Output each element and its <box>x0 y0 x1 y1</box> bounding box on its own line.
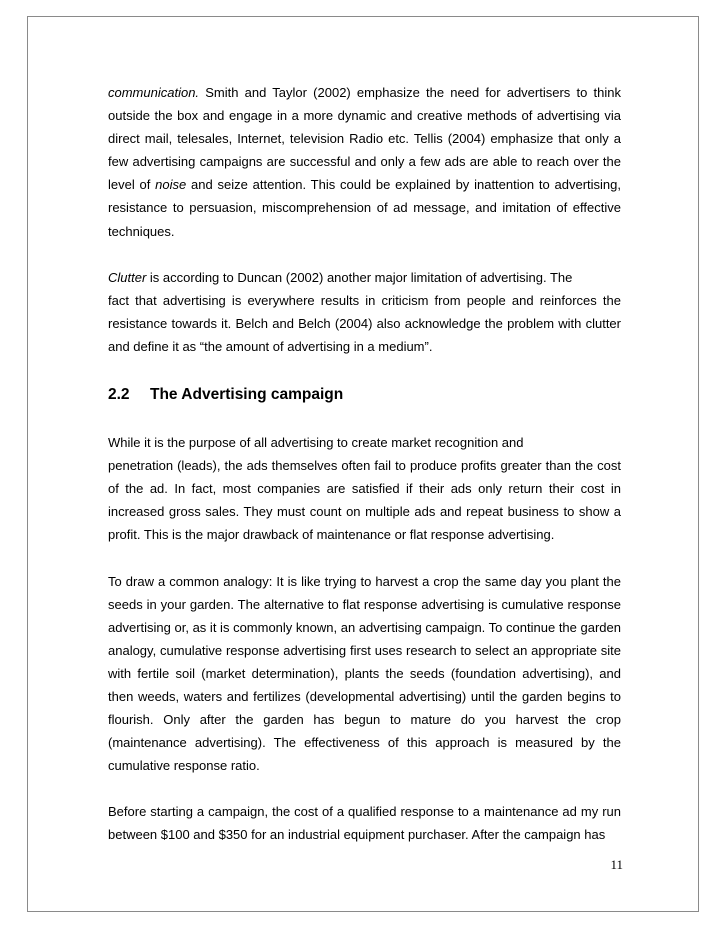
section-heading <box>108 383 621 406</box>
paragraph-first-line: While it is the purpose of all advertising to create market recognition and <box>108 435 524 451</box>
italic-term-clutter: Clutter <box>108 269 147 285</box>
paragraph-text-end: and seize attention. This could be explained by inattention to advertising, resistance to persuasion, miscomprehension of ad message, and imitation of effective techniques. <box>108 177 621 239</box>
section-title: The Advertising campaign <box>150 386 344 404</box>
paragraph-market-recognition <box>108 431 621 546</box>
italic-term-noise: noise <box>155 177 187 193</box>
paragraph-garden-analogy: To draw a common analogy: It is like trying to harvest a crop the same day you plant the seeds in your garden. The alternative to flat response advertising is cumulative response advertising or, as it is commonly known, an advertising campaign. To continue the garden analogy, cumulative response advertising first uses research to select an appropriate site with fertile soil (market determination), plants the seeds (foundation advertising), and then weeds, waters and fertilizes (developmental advertising) until the garden begins to flourish. Only after the garden has begun to mature do you harvest the crop (maintenance advertising). The effectiveness of this approach is measured by the cumulative response ratio. <box>108 573 621 774</box>
first-line-rest: is according to Duncan (2002) another major limitation of advertising. The <box>146 269 573 285</box>
page-content <box>108 81 621 847</box>
section-number: 2.2 <box>108 386 130 404</box>
paragraph-first-line <box>108 266 621 289</box>
paragraph-clutter <box>108 266 621 358</box>
paragraph-text: fact that advertising is everywhere results in criticism from people and reinforces the resistance towards it. Belch and Belch (2004) also acknowledge the problem with clutter and define it as “the amount of advertising in a medium”. <box>108 292 621 354</box>
paragraph-campaign-cost: Before starting a campaign, the cost of a qualified response to a maintenance ad my run between $100 and $350 for an industrial equipment purchaser. After the campaign has <box>108 804 621 843</box>
page-number: 11 <box>610 857 623 872</box>
italic-term-communication: communication. <box>108 85 200 100</box>
paragraph-text: Smith and Taylor (2002) emphasize the need for advertisers to think outside the box and engage in a more dynamic and creative methods of advertising via direct mail, telesales, Internet, television Radio etc. Tellis (2004) emphasize that only a few advertising campaigns are successful and only a few ads are able to reach over the level of <box>108 85 621 193</box>
paragraph-text: penetration (leads), the ads themselves often fail to produce profits greater than the cost of the ad. In fact, most companies are satisfied if their ads only return their cost in increased gross sales. They must count on multiple ads and repeat business to show a profit. This is the major drawback of maintenance or flat response advertising. <box>108 458 621 543</box>
paragraph-noise-limitations <box>108 81 621 243</box>
